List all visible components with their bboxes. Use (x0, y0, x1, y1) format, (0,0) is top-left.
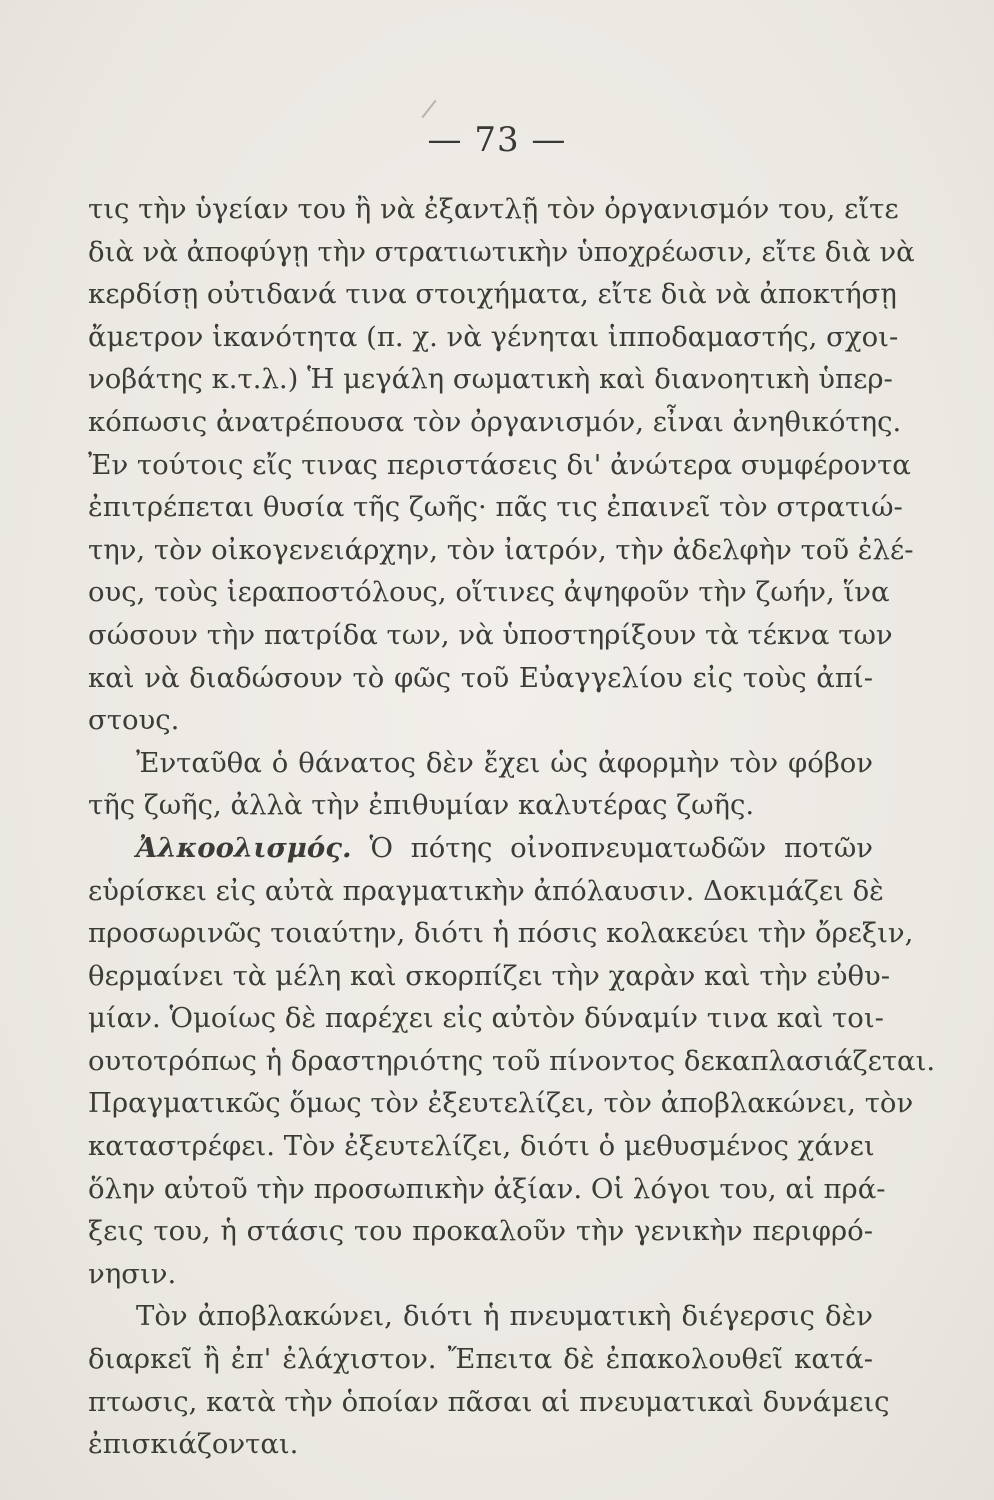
text-line: ξεις του, ἡ στάσις του προκαλοῦν τὴν γενικὴν περιφρό- (88, 1215, 873, 1248)
text-line: ουτοτρόπως ἡ δραστηριότης τοῦ πίνοντος δεκαπλασιάζεται. (88, 1044, 936, 1077)
text-line: Ἐνταῦθα ὁ θάνατος δὲν ἔχει ὡς ἀφορμὴν τὸν φόβον (136, 746, 873, 779)
text-line: σώσουν τὴν πατρίδα των, νὰ ὑποστηρίξουν τὰ τέκνα των (88, 618, 893, 651)
text-line: ους, τοὺς ἱεραποστόλους, οἵτινες ἀψηφοῦν τὴν ζωήν, ἵνα (88, 576, 890, 609)
text-line: ἐπιτρέπεται θυσία τῆς ζωῆς· πᾶς τις ἐπαινεῖ τὸν στρατιώ- (88, 491, 903, 524)
text-line: μίαν. Ὁμοίως δὲ παρέχει εἰς αὐτὸν δύναμίν τινα καὶ τοι- (88, 1002, 884, 1035)
text-line: καταστρέφει. Τὸν ἐξευτελίζει, διότι ὁ μεθυσμένος χάνει (88, 1130, 875, 1163)
text-line: Πραγματικῶς ὅμως τὸν ἐξευτελίζει, τὸν ἀποβλακώνει, τὸν (88, 1087, 914, 1120)
text-line: Τὸν ἀποβλακώνει, διότι ἡ πνευματικὴ διέγερσις δὲν (136, 1300, 873, 1333)
text-line: κόπωσις ἀνατρέπουσα τὸν ὀργανισμόν, εἶναι ἀνηθικότης. (88, 405, 902, 438)
text-line: πτωσις, κατὰ τὴν ὁποίαν πᾶσαι αἱ πνευματικαὶ δυνάμεις (88, 1385, 890, 1418)
text-line: την, τὸν οἰκογενειάρχην, τὸν ἰατρόν, τὴν ἀδελφὴν τοῦ ἐλέ- (88, 533, 914, 566)
text-line: διαρκεῖ ἢ ἐπ' ἐλάχιστον. Ἔπειτα δὲ ἐπακολουθεῖ κατά- (88, 1343, 873, 1376)
text-line: εὑρίσκει εἰς αὐτὰ πραγματικὴν ἀπόλαυσιν. Δοκιμάζει δὲ (88, 874, 884, 907)
text-line: προσωρινῶς τοιαύτην, διότι ἡ πόσις κολακεύει τὴν ὄρεξιν, (88, 917, 914, 950)
text-line: κερδίσῃ οὐτιδανά τινα στοιχήματα, εἴτε διὰ νὰ ἀποκτήσῃ (88, 278, 897, 311)
text-line: στους. (88, 704, 180, 737)
text-line: νοβάτης κ.τ.λ.) Ἡ μεγάλη σωματικὴ καὶ διανοητικὴ ὑπερ- (88, 363, 893, 396)
text-line: νησιν. (88, 1257, 177, 1290)
text-line-with-heading (88, 827, 873, 870)
text-line: τις τὴν ὑγείαν του ἢ νὰ ἐξαντλῇ τὸν ὀργανισμόν του, εἴτε (88, 193, 899, 225)
page-text (88, 188, 936, 1466)
text-line: ἄμετρον ἱκανότητα (π. χ. νὰ γένηται ἱπποδαμαστής, σχοι- (88, 320, 899, 353)
text-line: διὰ νὰ ἀποφύγῃ τὴν στρατιωτικὴν ὑποχρέωσιν, εἴτε διὰ νὰ (88, 235, 915, 268)
text-line: ἐπισκιάζονται. (88, 1428, 299, 1461)
text-line-rest: Ὁ πότης οἰνοπνευματωδῶν ποτῶν (369, 831, 873, 864)
text-line: τῆς ζωῆς, ἀλλὰ τὴν ἐπιθυμίαν καλυτέρας ζωῆς. (88, 789, 755, 822)
page-number: — 73 — (427, 120, 567, 160)
section-heading: Ἀλκοολισμός. (136, 831, 352, 864)
text-line: Ἐν τούτοις εἴς τινας περιστάσεις δι' ἀνώτερα συμφέροντα (88, 448, 911, 481)
text-line: καὶ νὰ διαδώσουν τὸ φῶς τοῦ Εὐαγγελίου εἰς τοὺς ἀπί- (88, 661, 873, 694)
text-line: ὅλην αὐτοῦ τὴν προσωπικὴν ἀξίαν. Οἱ λόγοι του, αἱ πρά- (88, 1172, 886, 1205)
pencil-mark (421, 100, 436, 119)
text-line: θερμαίνει τὰ μέλη καὶ σκορπίζει τὴν χαρὰν καὶ τὴν εὐθυ- (88, 959, 891, 992)
